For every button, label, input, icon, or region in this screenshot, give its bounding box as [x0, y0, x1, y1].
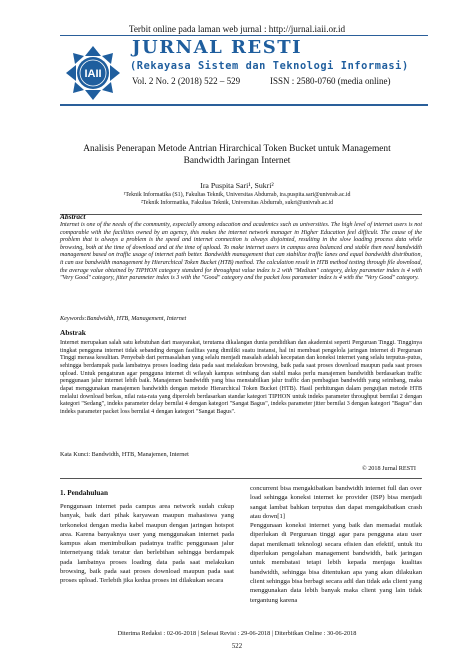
issn-line: ISSN : 2580-0760 (media online) — [270, 76, 391, 86]
abstract-heading: Abstract — [60, 212, 86, 221]
journal-url-line: Terbit online pada laman web jurnal : http://jurnal.iaii.or.id — [128, 24, 346, 34]
body-column-left: Penggunaan internet pada campus area network sudah cukup banyak, baik dari pihak karyawan maupun mahasiswa yang terkoneksi dengan media kabel maupun dengan jaringan hotspot area. Karena banyaknya user yang menggunakan internet pada kampus akan menimbulkan padatnya traffic penggunaan jalur internetyang tidak teratur dan berlebihan sehingga berdampak pada lambatnya proses loading data pada saat melakukan browsing, baik pada saat proses download maupun pada saat proses upload. Terlebih jika kedua proses ini dilakukan secara — [60, 503, 234, 585]
copyright-notice: © 2018 Jurnal RESTI — [361, 465, 416, 472]
section-heading-introduction: 1. Pendahuluan — [60, 489, 108, 497]
logo-text: IAII — [84, 68, 102, 80]
abstract-body: Internet is one of the needs of the community, especially among education and academics such as universities. The high level of internet users is not comparable with the facilities owned by an agency, this makes the internet network manager in Higher Education feel difficult. The cause of the problem that is always a problem is the speed and internet connection is always disjointed, resulting in the slow loading process data while browsing, both at the time of download and at the time of upload. To make internet users in campus area balanced and stable then need bandwidth management based on traffic usage of internet path better. Bandwidth management that can stabilize traffic lanes and equal bandwidth distribution, it can use bandwidth management by Hierarchical Token Bucket (HTB) method. The calculation result in HTB method testing through file download, the average value obtained by TIPHON category standard for throughput value index is 2 with "Medium" category, delay parameter index is 4 with "Very Good" category, jitter parameter index is 3 with the "Good" category and the packet loss parameter index is 4 with the "Very Good" category. — [60, 222, 422, 282]
journal-name: JURNAL RESTI — [132, 37, 303, 58]
journal-subtitle: (Rekayasa Sistem dan Teknologi Informasi) — [130, 60, 409, 72]
kata-kunci-line: Kata Kunci: Bandwidth, HTB, Manajemen, Internet — [60, 451, 189, 458]
abstract-divider-top — [60, 214, 422, 215]
header-divider-bottom — [60, 104, 428, 106]
journal-logo — [62, 44, 124, 102]
header-divider-top — [60, 35, 428, 36]
volume-line: Vol. 2 No. 2 (2018) 522 – 529 — [132, 76, 241, 86]
affiliation-2: ²Teknik Informatika, Fakultas Teknik, Universitas Abdurrab, sukri@univrab.ac.id — [140, 200, 334, 206]
abstrak-body: Internet merupakan salah satu kebutuhan dari masyarakat, terutama dikalangan dunia pendidikan dan akademisi seperti Perguruan Tinggi. Tingginya tingkat pengguna internet tidak sebanding dengan fasilitas yang dimiliki suatu instansi, hal ini membuat pengelola jaringan internet di Perguruan Tinggi merasa kesulitan. Penyebab dari permasalahan yang selalu menjadi masalah adalah kecepatan dan koneksi internet yang selalu terputus-putus, sehingga berdampak pada lambatnya proses loading data pada saat melakukan browsing, baik pada saat proses download maupun pada saat proses upload. Untuk pengaturan agar pengguna internet di wilayah kampus seimbang dan stabil maka perlu manajemen bandwidth berdasarkan traffic penggunaan jalur internet lebih baik. Manajemen bandwidth yang bisa menstabilkan jalur traffic dan pembagian bandwidth yang seimbang, maka dapat menggunakan manajemen bandwidth dengan metode Hierarchical Token Bucket (HTB). Hasil perhitungan dalam pengujian metode HTB melalui download berkas, nilai rata-rata yang diperoleh berdasarkan standar kategori TIPHON untuk indeks parameter throughput bernilai 2 dengan kategori "Sedang", indeks parameter delay bernilai 4 dengan kategori "Sangat Bagus", indeks parameter jitter bernilai 3 dengan kategori "Bagus" dan indeks parameter packet loss bernilai 4 dengan kategori "Sangat Bagus". — [60, 340, 422, 415]
page-number: 522 — [231, 643, 243, 650]
body-column-right: concurrent bisa mengakibatkan bandwidth internet full dan over load sehingga koneksi internet ke provider (ISP) bisa menjadi sangat lambat bahkan terputus dan dapat mengakibatkan crash atau down[1] Penggunaan koneksi internet yang baik dan memadai mutlak diperlukan di Perguruan tinggi agar para pengguna atau user dapat menikmati teknologi secara efisien dan efektif, untuk itu diperlukan pengolahan management bandwidth, baik jaringan untuk membatasi tetapi lebih kepada menjaga kualitas bandwidth, sehingga bisa ditentukan apa yang akan dilakukan client sehingga bisa berbagi secara adil dan tidak ada client yang menggunakan data lebih banyak maka client yang lain tidak tergantung karena — [250, 485, 422, 604]
article-title: Analisis Penerapan Metode Antrian Hirarchical Token Bucket untuk Management Bandwidth Jaringan Internet — [83, 144, 391, 166]
article-authors: Ira Puspita Sari¹, Sukri² — [200, 181, 274, 190]
keywords-line: Keywords:Bandwidth, HTB, Management, Internet — [60, 315, 187, 322]
affiliation-1: ¹Teknik Informatika (S1), Fakultas Teknik, Universitas Abdurrab, ira.puspita.sari@univrab.ac.id — [123, 192, 351, 198]
abstract-divider-bottom — [60, 478, 422, 479]
footer-dates: Diterima Redaksi : 02-06-2018 | Selesai Revisi : 29-06-2018 | Diterbitkan Online : 30-06-2018 — [117, 630, 357, 637]
abstrak-heading: Abstrak — [60, 328, 86, 337]
